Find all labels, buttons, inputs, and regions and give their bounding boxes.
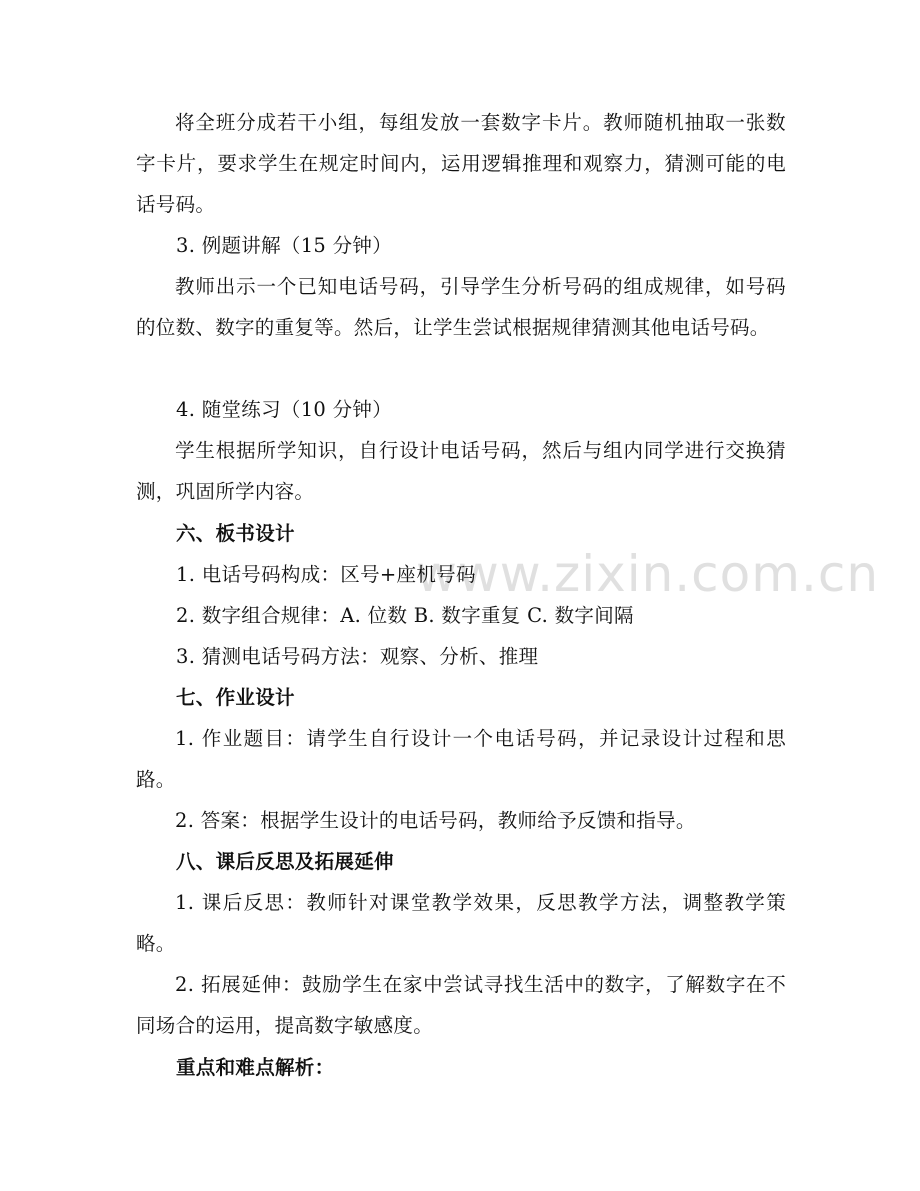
- section-heading-key-points: 重点和难点解析：: [176, 1056, 335, 1079]
- section-heading-reflection: 八、课后反思及拓展延伸: [176, 850, 394, 873]
- section-heading-homework: 七、作业设计: [176, 686, 295, 709]
- board-item-guess-methods: 3. 猜测电话号码方法：观察、分析、推理: [176, 645, 539, 668]
- board-item-digit-rules: 2. 数字组合规律：A. 位数 B. 数字重复 C. 数字间隔: [176, 604, 634, 627]
- board-item-number-structure: 1. 电话号码构成：区号+座机号码: [176, 563, 476, 586]
- paragraph-example-explanation: 教师出示一个已知电话号码，引导学生分析号码的组成规律，如号码的位数、数字的重复等。然后，让学生尝试根据规律猜测其他电话号码。: [136, 275, 786, 339]
- list-item-classroom-practice: 4. 随堂练习（10 分钟）: [176, 398, 393, 421]
- homework-item-answer: 2. 答案：根据学生设计的电话号码，教师给予反馈和指导。: [175, 809, 696, 832]
- homework-item-topic: 1. 作业题目：请学生自行设计一个电话号码，并记录设计过程和思路。: [136, 727, 786, 791]
- list-item-example-explanation: 3. 例题讲解（15 分钟）: [176, 234, 393, 257]
- reflection-item-review: 1. 课后反思：教师针对课堂教学效果，反思教学方法，调整教学策略。: [136, 891, 786, 955]
- paragraph-classroom-practice: 学生根据所学知识，自行设计电话号码，然后与组内同学进行交换猜测，巩固所学内容。: [136, 439, 786, 503]
- section-heading-board-design: 六、板书设计: [176, 522, 295, 545]
- watermark: www.zixin.com.cn: [416, 545, 880, 603]
- paragraph-group-activity: 将全班分成若干小组，每组发放一套数字卡片。教师随机抽取一张数字卡片，要求学生在规定时间内，运用逻辑推理和观察力，猜测可能的电话号码。: [136, 111, 786, 216]
- reflection-item-extension: 2. 拓展延伸：鼓励学生在家中尝试寻找生活中的数字，了解数字在不同场合的运用，提高数字敏感度。: [136, 973, 786, 1037]
